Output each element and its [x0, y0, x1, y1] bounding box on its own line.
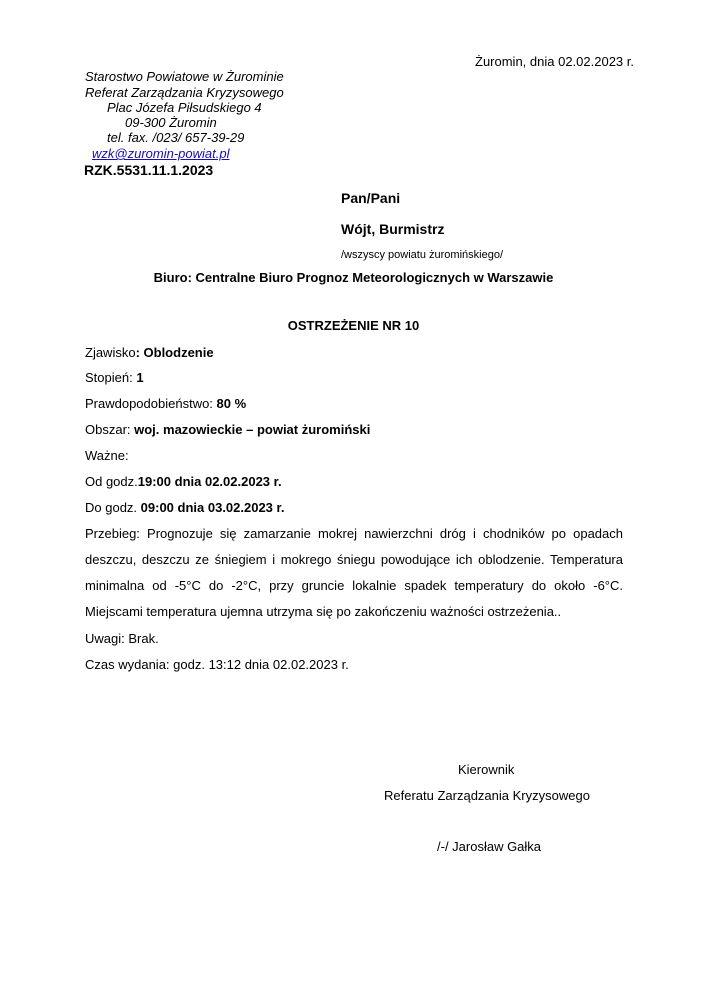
- phenomenon-row: [85, 345, 214, 360]
- valid-from-label: Od godz.: [85, 474, 138, 489]
- valid-from-value: 19:00 dnia 02.02.2023 r.: [137, 474, 282, 489]
- degree-label: Stopień:: [85, 370, 137, 385]
- signature-department: Referatu Zarządzania Kryzysowego: [384, 788, 590, 803]
- course-paragraph: Przebieg: Prognozuje się zamarzanie mokrej nawierzchni dróg i chodników po opadach deszczu, deszczu ze śniegiem i mokrego śniegu powodujące ich oblodzenie. Temperatura minimalna od -5°C do -2°C, przy gruncie lokalnie spadek temperatury do około -6°C. Miejscami temperatura ujemna utrzyma się po zakończeniu ważności ostrzeżenia..: [85, 526, 623, 619]
- degree-value: 1: [136, 370, 144, 385]
- recipient-title: Wójt, Burmistrz: [341, 221, 445, 237]
- degree-row: [85, 370, 144, 385]
- issue-time: Czas wydania: godz. 13:12 dnia 02.02.2023 r.: [85, 657, 349, 672]
- reference-number: RZK.5531.11.1.2023: [84, 162, 214, 178]
- remarks: Uwagi: Brak.: [85, 631, 159, 646]
- office-heading: Biuro: Centralne Biuro Prognoz Meteorologicznych w Warszawie: [153, 270, 554, 285]
- signature-title: Kierownik: [458, 762, 515, 777]
- sender-department: Referat Zarządzania Kryzysowego: [85, 85, 284, 100]
- recipient-salutation: Pan/Pani: [341, 190, 401, 206]
- sender-address: Plac Józefa Piłsudskiego 4: [107, 100, 262, 115]
- valid-from-row: [85, 474, 282, 489]
- sender-postal-code: 09-300 Żuromin: [125, 115, 217, 130]
- warning-title: OSTRZEŻENIE NR 10: [287, 318, 420, 333]
- valid-label: Ważne:: [85, 448, 129, 463]
- valid-to-value: 09:00 dnia 03.02.2023 r.: [140, 500, 285, 515]
- probability-row: [85, 396, 246, 411]
- phenomenon-value: : Oblodzenie: [135, 345, 214, 360]
- area-label: Obszar:: [85, 422, 135, 437]
- sender-office: Starostwo Powiatowe w Żurominie: [85, 69, 284, 84]
- probability-label: Prawdopodobieństwo:: [85, 396, 217, 411]
- document-date: Żuromin, dnia 02.02.2023 r.: [475, 54, 634, 69]
- phenomenon-label: Zjawisko: [85, 345, 136, 360]
- area-value: woj. mazowieckie – powiat żuromiński: [134, 422, 371, 437]
- sender-phone: tel. fax. /023/ 657-39-29: [107, 130, 245, 145]
- probability-value: 80 %: [216, 396, 247, 411]
- signature-name: /-/ Jarosław Gałka: [437, 839, 542, 854]
- area-row: [85, 422, 370, 437]
- valid-to-row: [85, 500, 284, 515]
- sender-email-link[interactable]: wzk@zuromin-powiat.pl: [92, 146, 230, 161]
- valid-to-label: Do godz.: [85, 500, 141, 515]
- recipient-scope: /wszyscy powiatu żuromińskiego/: [341, 249, 504, 261]
